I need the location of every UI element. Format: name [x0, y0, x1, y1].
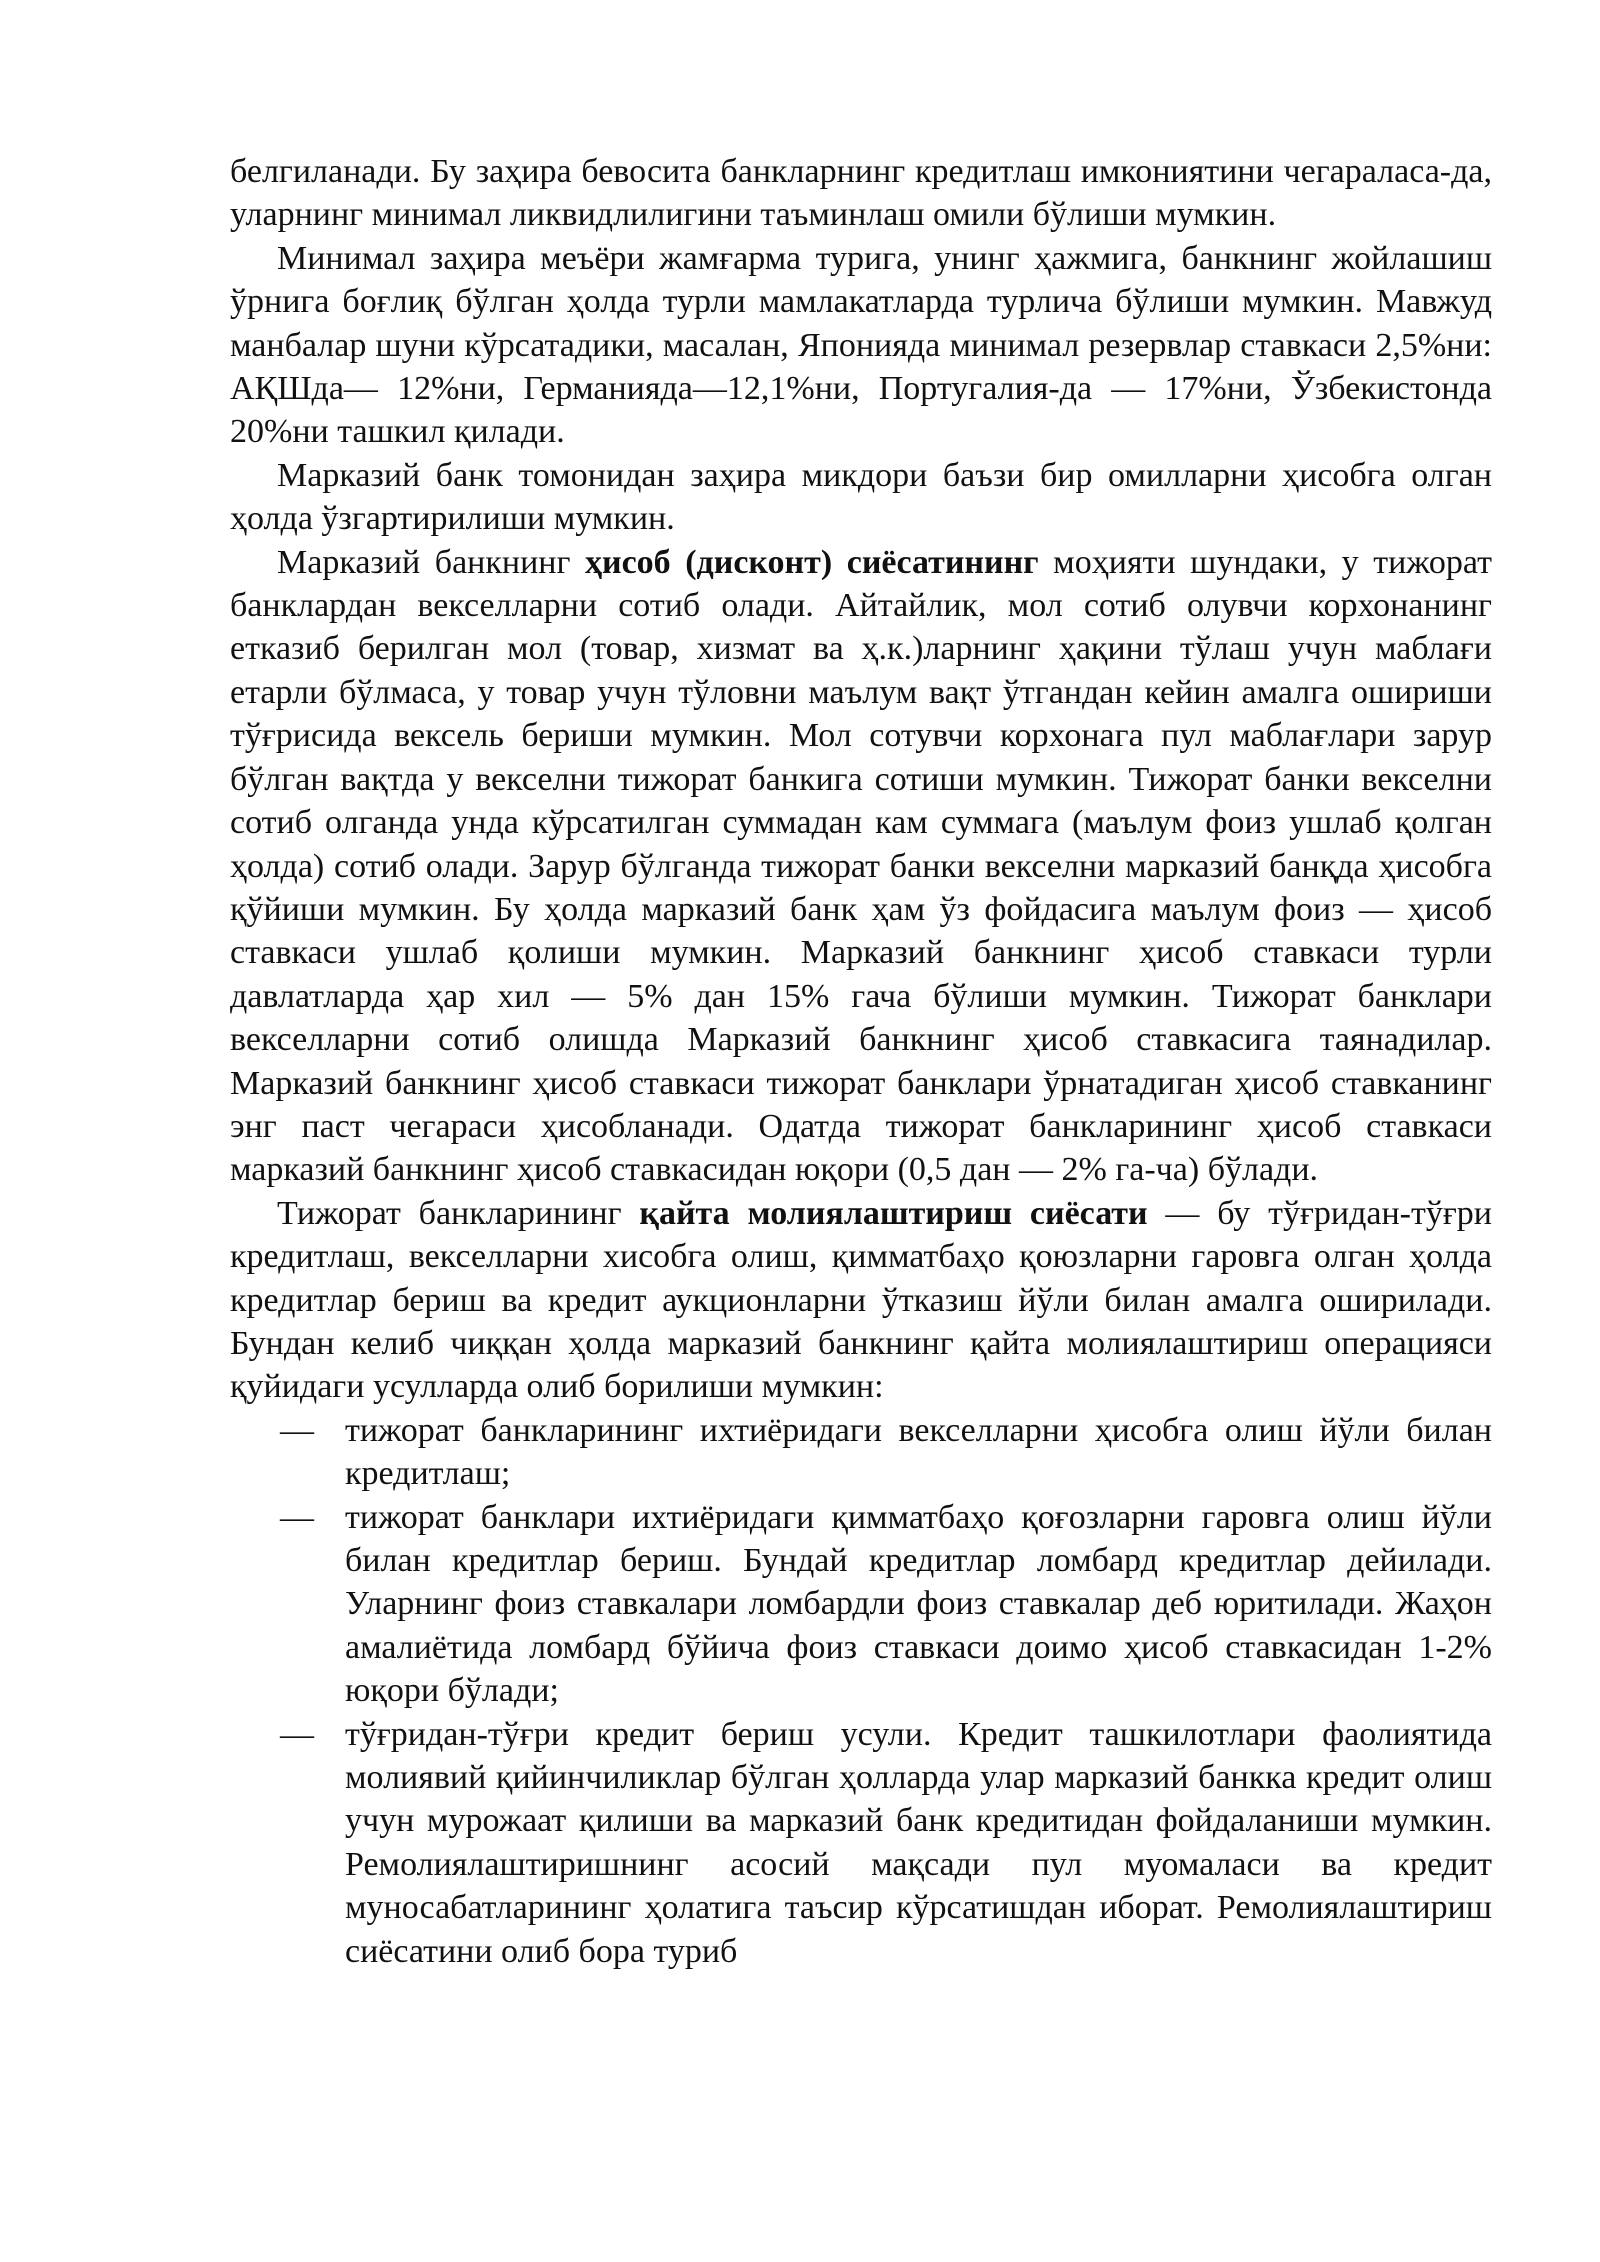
list-item	[230, 1496, 1492, 1713]
paragraph-1: белгиланади. Бу заҳира бевосита банкларнинг кредитлаш имкониятини чегараласа-да, уларнинг минимал ликвидлилигини таъминлаш омили бўлиши мумкин.	[230, 153, 1492, 234]
list-item	[230, 1713, 1492, 1973]
dash-bullet: —	[280, 1498, 314, 1536]
dash-bullet: —	[280, 1715, 314, 1753]
paragraph-2: Минимал заҳира меъёри жамғарма турига, унинг ҳажмига, банкнинг жойлашиш ўрнига боғлиқ бўлган ҳолда турли мамлакатларда турлича бўлиши мумкин. Мавжуд манбалар шуни кўрсатадики, масалан, Японияда минимал резервлар ставкаси 2,5%ни: АҚШда— 12%ни, Германияда—12,1%ни, Португалия-да — 17%ни, Ўзбекистонда 20%ни ташкил қилади.	[230, 239, 1492, 451]
paragraph-4-body: моҳияти шундаки, у тижорат банклардан векселларни сотиб олади. Айтайлик, мол сотиб олувчи корхонанинг етказиб берилган мол (товар, хизмат ва ҳ.к.)ларнинг ҳақини тўлаш учун маблағи етарли бўлмаса, у товар учун тўловни маълум вақт ўтгандан кейин амалга ошириши тўғрисида вексель бериши мумкин. Мол сотувчи корхонага пул маблағлари зарур бўлган вақтда у векселни тижорат банкига сотиши мумкин. Тижорат банки векселни сотиб олганда унда кўрсатилган суммадан кам суммага (маълум фоиз ушлаб қолган ҳолда) сотиб олади. Зарур бўлганда тижорат банки векселни марказий банқда ҳисобга қўйиши мумкин. Бу ҳолда марказий банк ҳам ўз фойдасига маълум фоиз — ҳисоб ставкаси ушлаб қолиши мумкин. Марказий банкнинг ҳисоб ставкаси турли давлатларда ҳар хил — 5% дан 15% гача бўлиши мумкин. Тижорат банклари векселларни сотиб олишда Марказий банкнинг ҳисоб ставкасига таянадилар. Марказий банкнинг ҳисоб ставкаси тижорат банклари ўрнатадиган ҳисоб ставканинг энг паст чегараси ҳисобланади. Одатда тижорат банкларининг ҳисоб ставкаси марказий банкнинг ҳисоб ставкасидан юқори (0,5 дан — 2% га-ча) бўлади.	[230, 543, 1492, 1189]
list-item-text: тижорат банкларининг ихтиёридаги векселларни ҳисобга олиш йўли билан кредитлаш;	[345, 1411, 1492, 1493]
list-item-text: тўғридан-тўғри кредит бериш усули. Кредит ташкилотлари фаолиятида молиявий қийинчиликлар бўлган ҳолларда улар марказий банкка кредит олиш учун мурожаат қилиши ва марказий банк кредитидан фойдаланиши мумкин. Ремолиялаштиришнинг асосий мақсади пул муомаласи ва кредит муносабатларининг ҳолатига таъсир кўрсатишдан иборат. Ремолиялаштириш сиёсатини олиб бора туриб	[345, 1715, 1492, 1970]
list-item-text: тижорат банклари ихтиёридаги қимматбаҳо қоғозларни гаровга олиш йўли билан кредитлар бериш. Бундай кредитлар ломбард кредитлар дейилади. Уларнинг фоиз ставкалари ломбардли фоиз ставкалар деб юритилади. Жаҳон амалиётида ломбард бўйича фоиз ставкаси доимо ҳисоб ставкасидан 1-2% юқори бўлади;	[345, 1498, 1492, 1710]
paragraph-4	[230, 541, 1492, 1192]
term-refinancing-policy: қайта молиялаштириш сиёсати	[639, 1194, 1148, 1232]
list-item	[230, 1409, 1492, 1496]
paragraph-5-body: — бу тўғридан-тўғри кредитлаш, векселларни хисобга олиш, қимматбаҳо қоюзларни гаровга олган ҳолда кредитлар бериш ва кредит аукционларни ўтказиш йўли билан амалга оширилади. Бундан келиб чиққан ҳолда марказий банкнинг қайта молиялаштириш операцияси қуйидаги усулларда олиб борилиши мумкин:	[230, 1194, 1492, 1406]
term-discount-policy: ҳисоб (дисконт) сиёсатининг	[584, 543, 1039, 581]
document-page	[230, 150, 1492, 1973]
refinancing-methods-list	[230, 1409, 1492, 1973]
paragraph-5	[230, 1192, 1492, 1409]
paragraph-3: Марказий банк томонидан заҳира микдори баъзи бир омилларни ҳисобга олган ҳолда ўзгартирилиши мумкин.	[230, 456, 1492, 538]
dash-bullet: —	[280, 1411, 314, 1449]
paragraph-4-lead: Марказий банкнинг	[277, 543, 585, 581]
paragraph-5-lead: Тижорат банкларининг	[277, 1194, 640, 1232]
